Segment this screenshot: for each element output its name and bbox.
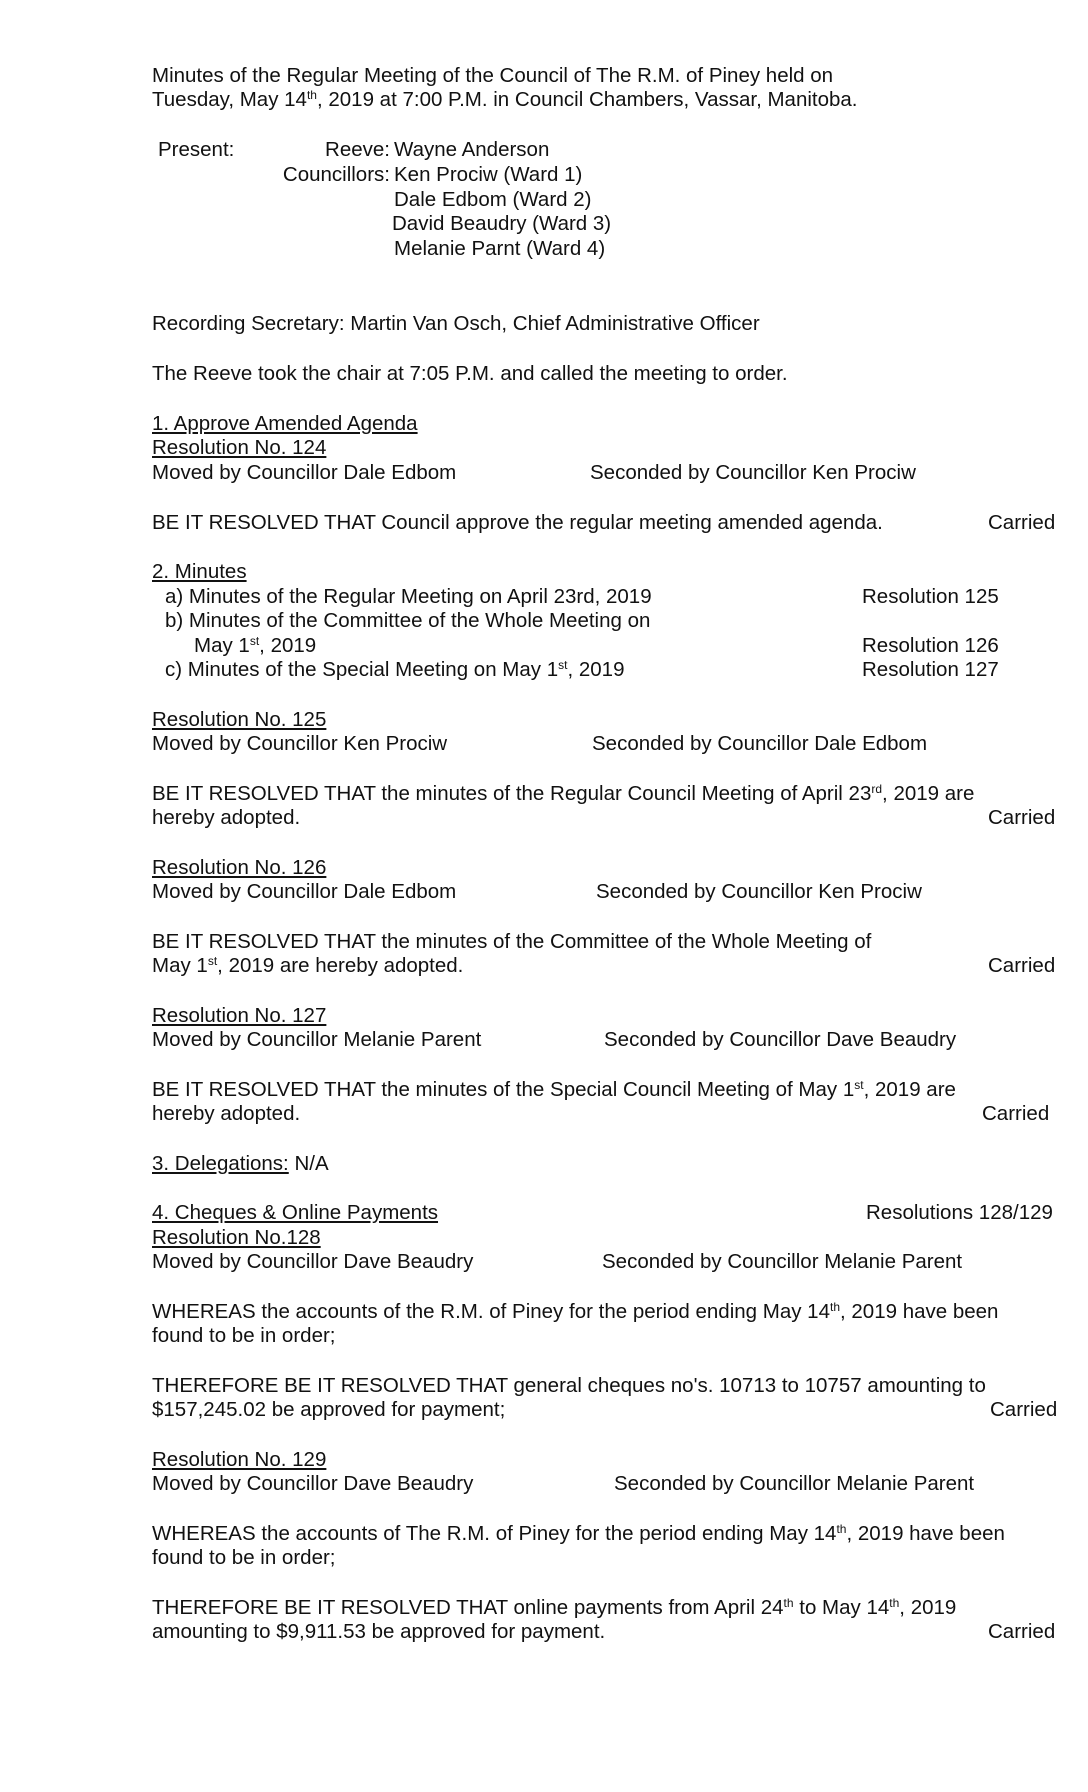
councillor-ward-2: Dale Edbom (Ward 2) [394, 188, 592, 211]
resolution-127-moved: Moved by Councillor Melanie Parent [152, 1028, 482, 1051]
present-label: Present: [158, 138, 235, 161]
resolution-125-number: Resolution No. 125 [152, 708, 327, 731]
councillor-ward-4: Melanie Parnt (Ward 4) [394, 237, 606, 260]
resolution-126-seconded: Seconded by Councillor Ken Prociw [596, 880, 922, 903]
resolution-124-seconded: Seconded by Councillor Ken Prociw [590, 461, 916, 484]
resolution-125-seconded: Seconded by Councillor Dale Edbom [592, 732, 928, 755]
resolution-129-seconded: Seconded by Councillor Melanie Parent [614, 1472, 975, 1495]
minutes-item-a-resolution: Resolution 125 [862, 585, 999, 608]
resolution-128-moved: Moved by Councillor Dave Beaudry [152, 1250, 474, 1273]
section-1-heading: 1. Approve Amended Agenda [152, 412, 418, 435]
resolution-126-text-2: May 1st, 2019 are hereby adopted. [152, 954, 464, 977]
minutes-item-b-line-2: May 1st, 2019 [194, 634, 317, 657]
section-4-resolutions: Resolutions 128/129 [866, 1201, 1053, 1224]
resolution-126-number: Resolution No. 126 [152, 856, 327, 879]
resolution-127-number: Resolution No. 127 [152, 1004, 327, 1027]
resolution-124-moved: Moved by Councillor Dale Edbom [152, 461, 457, 484]
section-4-heading: 4. Cheques & Online Payments [152, 1201, 439, 1224]
resolution-129-therefore-2: amounting to $9,911.53 be approved for payment. [152, 1620, 606, 1643]
resolution-125-moved: Moved by Councillor Ken Prociw [152, 732, 448, 755]
resolution-128-seconded: Seconded by Councillor Melanie Parent [602, 1250, 963, 1273]
minutes-item-b-line-1: b) Minutes of the Committee of the Whole Meeting on [165, 609, 651, 632]
resolution-126-text-1: BE IT RESOLVED THAT the minutes of the Committee of the Whole Meeting of [152, 930, 872, 953]
resolution-129-moved: Moved by Councillor Dave Beaudry [152, 1472, 474, 1495]
recording-secretary: Recording Secretary: Martin Van Osch, Chief Administrative Officer [152, 312, 760, 335]
header-line-1: Minutes of the Regular Meeting of the Council of The R.M. of Piney held on [152, 64, 834, 87]
section-3-delegations: 3. Delegations: N/A [152, 1152, 329, 1175]
call-to-order: The Reeve took the chair at 7:05 P.M. and called the meeting to order. [152, 362, 788, 385]
resolution-129-whereas-1: WHEREAS the accounts of The R.M. of Piney for the period ending May 14th, 2019 have been [152, 1522, 1005, 1545]
minutes-item-b-resolution: Resolution 126 [862, 634, 999, 657]
resolution-129-whereas-2: found to be in order; [152, 1546, 336, 1569]
reeve-name: Wayne Anderson [394, 138, 550, 161]
resolution-128-whereas-2: found to be in order; [152, 1324, 336, 1347]
resolution-128-therefore-1: THEREFORE BE IT RESOLVED THAT general cheques no's. 10713 to 10757 amounting to [152, 1374, 986, 1397]
resolution-126-status: Carried [988, 954, 1056, 977]
resolution-127-seconded: Seconded by Councillor Dave Beaudry [604, 1028, 957, 1051]
resolution-128-whereas-1: WHEREAS the accounts of the R.M. of Piney for the period ending May 14th, 2019 have been [152, 1300, 999, 1323]
resolution-129-status: Carried [988, 1620, 1056, 1643]
resolution-125-text-1: BE IT RESOLVED THAT the minutes of the Regular Council Meeting of April 23rd, 2019 are [152, 782, 975, 805]
reeve-label: Reeve: [325, 138, 390, 161]
resolution-124-text: BE IT RESOLVED THAT Council approve the regular meeting amended agenda. [152, 511, 883, 534]
resolution-129-number: Resolution No. 129 [152, 1448, 327, 1471]
minutes-item-c-resolution: Resolution 127 [862, 658, 999, 681]
resolution-125-text-2: hereby adopted. [152, 806, 301, 829]
resolution-124-number: Resolution No. 124 [152, 436, 327, 459]
resolution-126-moved: Moved by Councillor Dale Edbom [152, 880, 457, 903]
section-2-heading: 2. Minutes [152, 560, 247, 583]
header-line-2: Tuesday, May 14th, 2019 at 7:00 P.M. in Council Chambers, Vassar, Manitoba. [152, 88, 858, 111]
resolution-128-number: Resolution No.128 [152, 1226, 321, 1249]
resolution-125-status: Carried [988, 806, 1056, 829]
minutes-item-c: c) Minutes of the Special Meeting on May 1st, 2019 [165, 658, 625, 681]
resolution-129-therefore-1: THEREFORE BE IT RESOLVED THAT online payments from April 24th to May 14th, 2019 [152, 1596, 957, 1619]
minutes-item-a: a) Minutes of the Regular Meeting on April 23rd, 2019 [165, 585, 652, 608]
resolution-124-status: Carried [988, 511, 1056, 534]
councillor-ward-1: Ken Prociw (Ward 1) [394, 163, 583, 186]
resolution-128-status: Carried [990, 1398, 1058, 1421]
councillors-label: Councillors: [282, 163, 390, 186]
resolution-127-text-2: hereby adopted. [152, 1102, 301, 1125]
resolution-127-status: Carried [982, 1102, 1050, 1125]
resolution-128-therefore-2: $157,245.02 be approved for payment; [152, 1398, 506, 1421]
councillor-ward-3: David Beaudry (Ward 3) [392, 212, 612, 235]
resolution-127-text-1: BE IT RESOLVED THAT the minutes of the Special Council Meeting of May 1st, 2019 are [152, 1078, 956, 1101]
